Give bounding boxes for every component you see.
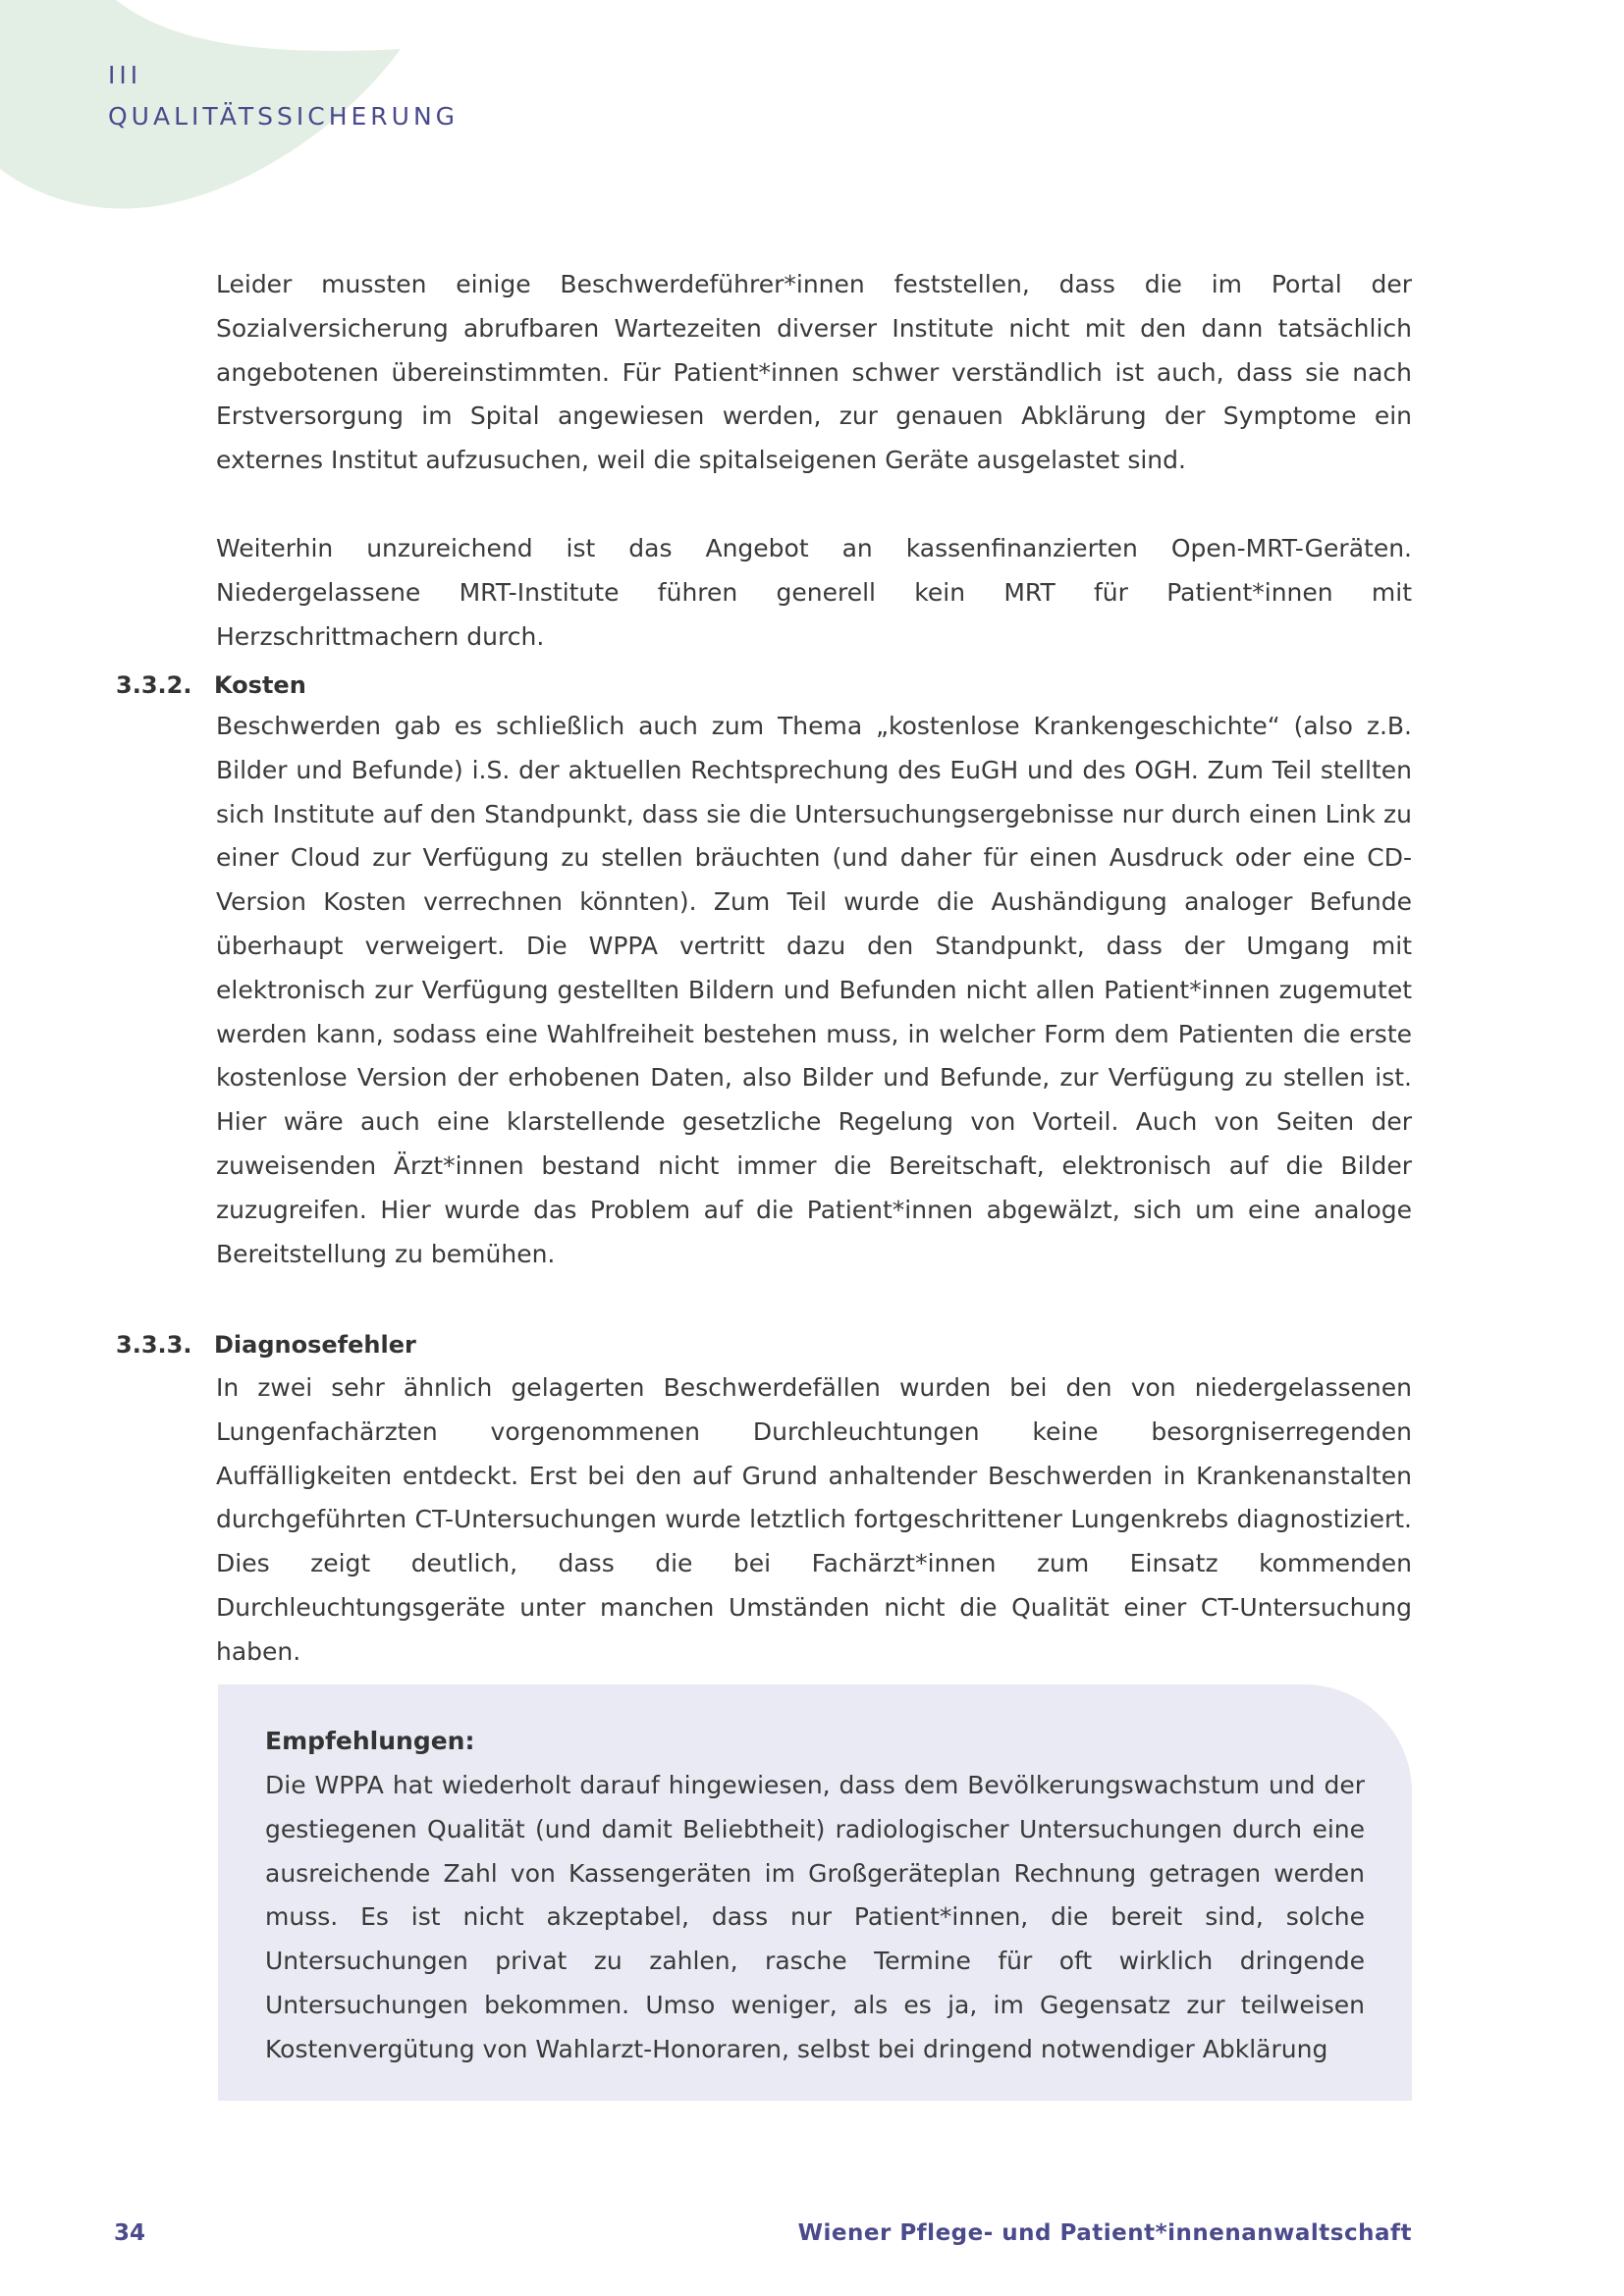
section-paragraph: In zwei sehr ähnlich gelagerten Beschwerdefällen wurden bei den von niedergelassenen Lungenfachärzten vorgenommenen Durchleuchtungen keine besorgniserregenden Auffälligkeiten entdeckt. Erst bei den auf Grund anhaltender Beschwerden in Krankenanstalten durchgeführten CT-Untersuchungen wurde letztlich fortgeschrittener Lungenkrebs diagnostiziert. Dies zeigt deutlich, dass die bei Fachärzt*innen zum Einsatz kommenden Durchleuchtungsgeräte unter manchen Umständen nicht die Qualität einer CT-Untersuchung haben. xyxy=(216,1373,1412,1666)
intro-paragraph: Weiterhin unzureichend ist das Angebot an kassenfinanzierten Open-MRT-Geräten. Niedergelassene MRT-Institute führen generell kein MRT für Patient*innen mit Herzschrittmachern durch. xyxy=(216,534,1412,651)
intro-paragraph-2-block xyxy=(216,527,1412,659)
recommendation-text: Die WPPA hat wiederholt darauf hingewiesen, dass dem Bevölkerungswachstum und der gestiegenen Qualität (und damit Beliebtheit) radiologischer Untersuchungen durch eine ausreichende Zahl von Kassengeräten im Großgeräteplan Rechnung getragen werden muss. Es ist nicht akzeptabel, dass nur Patient*innen, die bereit sind, solche Untersuchungen privat zu zahlen, rasche Termine für oft wirklich dringende Untersuchungen bekommen. Umso weniger, als es ja, im Gegensatz zur teilweisen Kostenvergütung von Wahlarzt-Honoraren, selbst bei dringend notwendiger Abklärung xyxy=(265,1771,1365,2063)
section-title-diagnosefehler: Diagnosefehler xyxy=(214,1331,416,1359)
chapter-number: III xyxy=(108,61,142,89)
intro-paragraph: Leider mussten einige Beschwerdeführer*innen feststellen, dass die im Portal der Sozialversicherung abrufbaren Wartezeiten diverser Institute nicht mit den dann tatsächlich angebotenen übereinstimmten. Für Patient*innen schwer verständlich ist auch, dass sie nach Erstversorgung im Spital angewiesen werden, zur genauen Abklärung der Symptome ein externes Institut aufzusuchen, weil die spitalseigenen Geräte ausgelastet sind. xyxy=(216,270,1412,475)
recommendation-title: Empfehlungen: xyxy=(265,1727,475,1755)
section-diagnosefehler-body xyxy=(216,1366,1412,1675)
chapter-header xyxy=(108,55,459,137)
section-number-kosten: 3.3.2. xyxy=(116,671,192,699)
intro-paragraph-1-block xyxy=(216,263,1412,483)
section-paragraph: Beschwerden gab es schließlich auch zum Thema „kostenlose Krankengeschichte“ (also z.B. Bilder und Befunde) i.S. der aktuellen Rechtsprechung des EuGH und des OGH. Zum Teil stellten sich Institute auf den Standpunkt, dass sie die Untersuchungsergebnisse nur durch einen Link zu einer Cloud zur Verfügung zu stellen bräuchten (und daher für einen Ausdruck oder eine CD-Version Kosten verrechnen könnten). Zum Teil wurde die Aushändigung analoger Befunde überhaupt verweigert. Die WPPA vertritt dazu den Standpunkt, dass der Umgang mit elektronisch zur Verfügung gestellten Bildern und Befunden nicht allen Patient*innen zugemutet werden kann, sodass eine Wahlfreiheit bestehen muss, in welcher Form dem Patienten die erste kostenlose Version der erhobenen Daten, also Bilder und Befunde, zur Verfügung zu stellen ist. Hier wäre auch eine klarstellende gesetzliche Regelung von Vorteil. Auch von Seiten der zuweisenden Ärzt*innen bestand nicht immer die Bereitschaft, elektronisch auf die Bilder zuzugreifen. Hier wurde das Problem auf die Patient*innen abgewälzt, sich um eine analoge Bereitstellung zu bemühen. xyxy=(216,712,1412,1268)
footer-publisher: Wiener Pflege- und Patient*innenanwaltschaft xyxy=(797,2220,1412,2246)
section-title-kosten: Kosten xyxy=(214,671,306,699)
chapter-title: QUALITÄTSSICHERUNG xyxy=(108,102,460,131)
recommendation-body xyxy=(265,1764,1365,2072)
section-number-diagnosefehler: 3.3.3. xyxy=(116,1331,192,1359)
page-number: 34 xyxy=(114,2220,146,2246)
section-kosten-body xyxy=(216,705,1412,1276)
